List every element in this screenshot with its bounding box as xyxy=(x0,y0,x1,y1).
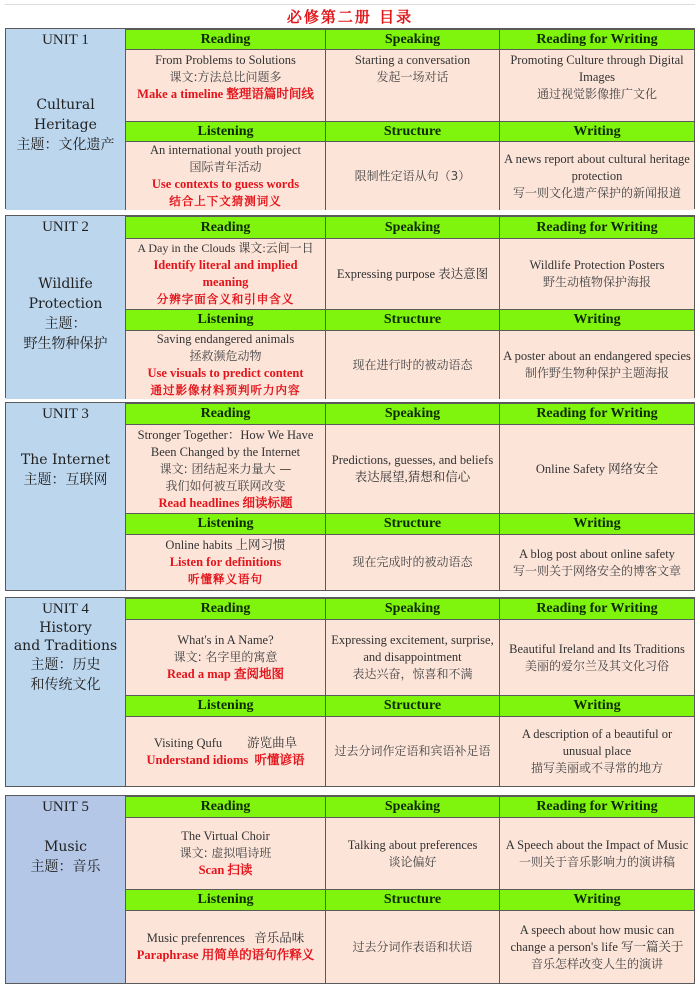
unit-2-block xyxy=(5,215,695,398)
header-speaking: Speaking xyxy=(326,216,500,239)
unit-label xyxy=(6,29,126,210)
reading-title-zh: 课文: 团结起来力量大 — xyxy=(159,461,292,476)
listening-skill: Use visuals to predict content xyxy=(147,366,304,380)
header-writing: Writing xyxy=(500,695,694,717)
header-reading: Reading xyxy=(126,403,326,425)
speaking-title: Expressing excitement, surprise, and disappointment xyxy=(331,633,494,664)
header-writing: Writing xyxy=(500,889,694,911)
header-reading-for-writing: Reading for Writing xyxy=(500,29,694,50)
header-structure: Structure xyxy=(326,121,500,142)
header-listening: Listening xyxy=(126,513,326,535)
reading-cell xyxy=(126,818,326,889)
unit-name: UNIT 4 xyxy=(42,601,89,617)
reading-title: What's in A Name? xyxy=(177,633,274,647)
listening-title: Music prefenrences 音乐品味 xyxy=(146,931,305,945)
listening-skill: Understand idioms 听懂谚语 xyxy=(146,752,305,767)
listening-skill-zh: 听懂释义语句 xyxy=(188,572,263,586)
header-listening: Listening xyxy=(126,889,326,911)
listening-skill-zh: 结合上下文猜测词义 xyxy=(169,194,282,208)
unit-theme-en: Wildlife Protection xyxy=(28,276,103,313)
speaking-cell xyxy=(326,239,500,309)
listening-skill: Paraphrase 用简单的语句作释义 xyxy=(136,948,315,962)
writing-cell xyxy=(500,717,694,786)
speaking-title: Talking about preferences xyxy=(347,837,478,852)
header-listening: Listening xyxy=(126,121,326,142)
header-reading-for-writing: Reading for Writing xyxy=(500,216,694,239)
unit-theme-en: Music xyxy=(44,839,87,855)
listening-cell xyxy=(126,331,326,399)
reading-for-writing-cell xyxy=(500,239,694,309)
reading-for-writing-cell xyxy=(500,818,694,889)
writing-title: A poster about an endangered species xyxy=(503,349,691,363)
listening-title: Online habits 上网习惯 xyxy=(165,538,286,552)
writing-cell xyxy=(500,535,694,590)
writing-cell xyxy=(500,142,694,210)
header-structure: Structure xyxy=(326,889,500,911)
speaking-cell xyxy=(326,50,500,121)
listening-skill-zh: 通过影像材料预判听力内容 xyxy=(150,383,301,397)
rfw-title-zh: 美丽的爱尔兰及其文化习俗 xyxy=(524,658,669,673)
speaking-title: Expressing purpose 表达意图 xyxy=(336,266,489,281)
reading-for-writing-cell xyxy=(500,425,694,513)
listening-skill: Listen for definitions xyxy=(169,555,282,569)
header-reading-for-writing: Reading for Writing xyxy=(500,796,694,818)
writing-title: A news report about cultural heritage protection xyxy=(504,151,690,183)
structure-text: 现在进行时的被动语态 xyxy=(352,357,473,372)
reading-for-writing-cell xyxy=(500,620,694,695)
writing-title: A speech about how music can change a person's life 写一篇关于 xyxy=(510,922,684,954)
writing-title-zh: 写一则关于网络安全的博客文章 xyxy=(512,563,681,578)
listening-cell xyxy=(126,911,326,983)
header-writing: Writing xyxy=(500,121,694,142)
unit-theme-en: The Internet xyxy=(20,452,111,468)
structure-cell xyxy=(326,331,500,399)
reading-title-zh: 课文:方法总比问题多 xyxy=(169,70,282,84)
structure-cell xyxy=(326,717,500,786)
unit-label xyxy=(6,796,126,983)
header-structure: Structure xyxy=(326,309,500,331)
reading-skill: Identify literal and implied meaning xyxy=(153,258,298,289)
reading-cell xyxy=(126,239,326,309)
header-reading: Reading xyxy=(126,796,326,818)
reading-title: From Problems to Solutions xyxy=(155,53,296,67)
structure-text: 过去分词作表语和状语 xyxy=(352,939,473,954)
writing-title-zh: 音乐怎样改变人生的演讲 xyxy=(530,956,663,971)
header-speaking: Speaking xyxy=(326,598,500,620)
speaking-title: Starting a conversation xyxy=(354,53,471,67)
rfw-title: Beautiful Ireland and Its Traditions xyxy=(509,641,685,656)
header-writing: Writing xyxy=(500,309,694,331)
listening-title: Visiting Qufu 游览曲阜 xyxy=(153,735,298,750)
header-reading-for-writing: Reading for Writing xyxy=(500,598,694,620)
unit-label xyxy=(6,403,126,590)
unit-theme-zh: 主题：音乐 xyxy=(30,859,101,875)
rfw-title-zh: 通过视觉影像推广文化 xyxy=(536,87,657,101)
listening-cell xyxy=(126,535,326,590)
rfw-title-zh: 一则关于音乐影响力的演讲稿 xyxy=(518,854,675,869)
header-structure: Structure xyxy=(326,513,500,535)
speaking-title-zh: 表达兴奋，惊喜和不满 xyxy=(352,667,473,681)
structure-text: 现在完成时的被动语态 xyxy=(352,555,473,569)
unit-3-block xyxy=(5,402,695,591)
unit-theme-zh: 主题： xyxy=(44,316,87,333)
listening-title: An international youth project xyxy=(149,143,301,157)
reading-title: Stronger Together：How We Have Been Changed by the Internet xyxy=(137,427,314,459)
listening-cell xyxy=(126,717,326,786)
reading-title-zh: 课文: 名字里的寓意 xyxy=(173,650,278,664)
unit-theme-zh: 主题：文化遗产 xyxy=(16,137,115,154)
header-listening: Listening xyxy=(126,695,326,717)
header-reading: Reading xyxy=(126,216,326,239)
unit-4-block xyxy=(5,597,695,787)
writing-cell xyxy=(500,331,694,399)
reading-cell xyxy=(126,50,326,121)
structure-cell xyxy=(326,911,500,983)
speaking-cell xyxy=(326,818,500,889)
listening-title-zh: 拯救濒危动物 xyxy=(189,349,262,363)
header-listening: Listening xyxy=(126,309,326,331)
unit-label xyxy=(6,216,126,399)
structure-cell xyxy=(326,142,500,210)
structure-text: 限制性定语从句（3） xyxy=(354,168,471,183)
header-writing: Writing xyxy=(500,513,694,535)
structure-text: 过去分词作定语和宾语补足语 xyxy=(334,744,491,758)
reading-skill: Read headlines 细读标题 xyxy=(158,495,293,510)
page-title: 必修第二册 目录 xyxy=(5,4,695,28)
unit-name: UNIT 5 xyxy=(42,799,89,815)
writing-title-zh: 写一则文化遗产保护的新闻报道 xyxy=(512,185,681,200)
unit-name: UNIT 1 xyxy=(42,32,89,48)
speaking-cell xyxy=(326,425,500,513)
unit-theme-en-2: and Traditions xyxy=(13,638,118,654)
header-reading: Reading xyxy=(126,598,326,620)
rfw-title: Promoting Culture through Digital Images xyxy=(510,53,684,84)
speaking-cell xyxy=(326,620,500,695)
unit-theme-en: Cultural Heritage xyxy=(34,97,97,134)
unit-theme-zh-2: 和传统文化 xyxy=(30,677,101,693)
reading-cell xyxy=(126,620,326,695)
header-reading-for-writing: Reading for Writing xyxy=(500,403,694,425)
writing-cell xyxy=(500,911,694,983)
unit-theme-zh: 主题：历史 xyxy=(30,657,101,673)
header-reading: Reading xyxy=(126,29,326,50)
reading-for-writing-cell xyxy=(500,50,694,121)
speaking-title-zh: 谈论偏好 xyxy=(388,854,437,869)
unit-theme-zh-2: 野生物种保护 xyxy=(23,336,108,353)
writing-title: A description of a beautiful or unusual place xyxy=(521,727,673,758)
unit-theme-en: History xyxy=(39,620,92,636)
writing-title: A blog post about online safety xyxy=(519,546,675,561)
unit-name: UNIT 2 xyxy=(42,219,89,235)
reading-title: The Virtual Choir xyxy=(181,829,270,843)
unit-1-block xyxy=(5,28,695,209)
header-speaking: Speaking xyxy=(326,403,500,425)
header-speaking: Speaking xyxy=(326,796,500,818)
speaking-title-zh: 发起一场对话 xyxy=(376,70,449,84)
listening-skill: Use contexts to guess words xyxy=(151,177,300,191)
unit-label xyxy=(6,598,126,786)
header-structure: Structure xyxy=(326,695,500,717)
reading-skill: Scan 扫读 xyxy=(198,863,253,877)
writing-title-zh: 描写美丽或不寻常的地方 xyxy=(530,761,663,775)
structure-cell xyxy=(326,535,500,590)
listening-title-zh: 国际青年活动 xyxy=(189,160,262,174)
reading-skill-zh: 分辨字面含义和引申含义 xyxy=(156,292,295,306)
rfw-title-zh: 野生动植物保护海报 xyxy=(542,275,651,289)
header-speaking: Speaking xyxy=(326,29,500,50)
writing-title-zh: 制作野生物种保护主题海报 xyxy=(524,366,669,380)
rfw-title: Wildlife Protection Posters xyxy=(529,258,665,272)
reading-skill: Make a timeline 整理语篇时间线 xyxy=(137,87,314,101)
unit-theme-zh: 主题：互联网 xyxy=(23,472,108,488)
rfw-title: Online Safety 网络安全 xyxy=(535,461,659,476)
reading-skill: Read a map 查阅地图 xyxy=(166,667,285,681)
reading-cell xyxy=(126,425,326,513)
listening-cell xyxy=(126,142,326,210)
rfw-title: A Speech about the Impact of Music xyxy=(505,837,689,852)
unit-name: UNIT 3 xyxy=(42,406,89,422)
reading-title: A Day in the Clouds 课文:云间一日 xyxy=(137,241,314,255)
unit-5-block xyxy=(5,795,695,984)
speaking-title: Predictions, guesses, and beliefs 表达展望,猜想和信心 xyxy=(331,453,494,484)
reading-title-zh-2: 我们如何被互联网改变 xyxy=(165,478,286,493)
listening-title: Saving endangered animals xyxy=(156,332,295,346)
reading-title-zh: 课文: 虚拟唱诗班 xyxy=(179,846,272,860)
